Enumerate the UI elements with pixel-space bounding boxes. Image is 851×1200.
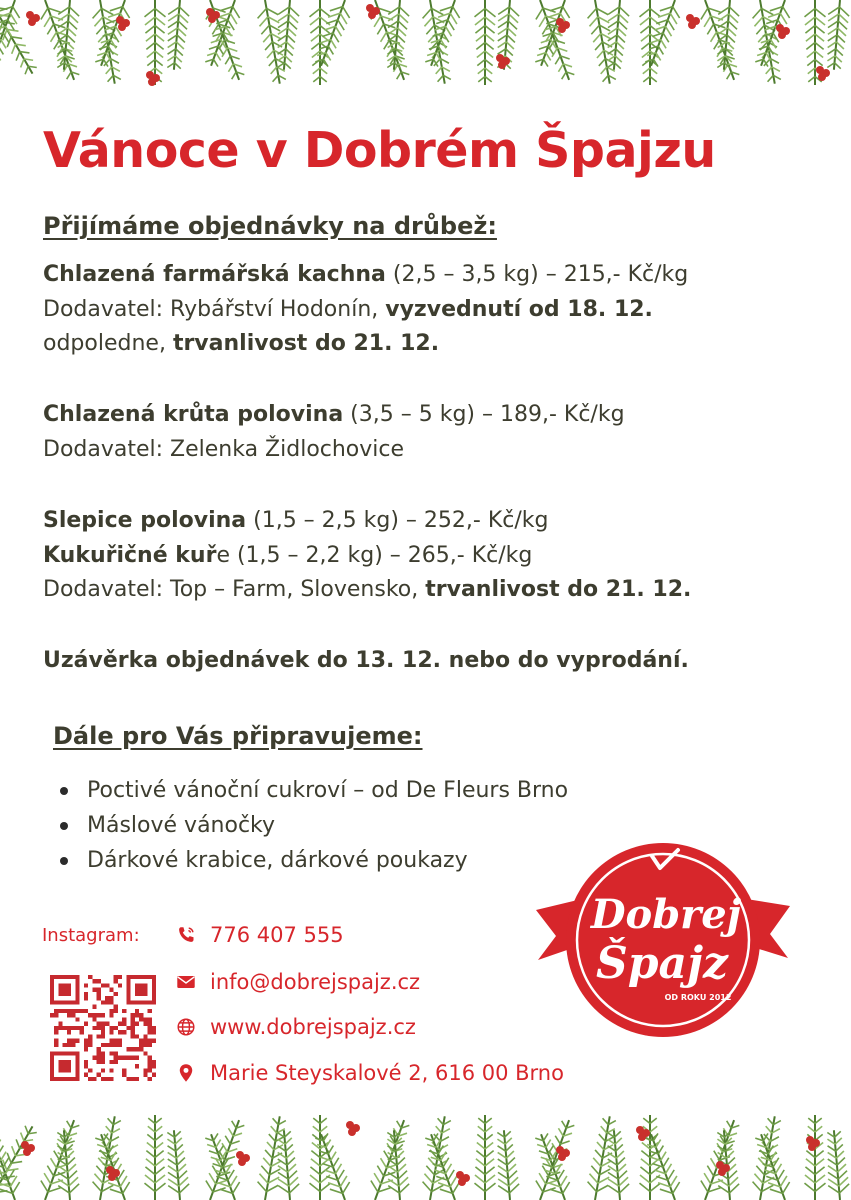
order-deadline [43, 644, 833, 679]
globe-icon [175, 1016, 197, 1038]
chicken-name-end: e [216, 542, 230, 568]
email-address: info@dobrejspajz.cz [210, 970, 421, 994]
duck-afternoon: odpoledne, [43, 331, 173, 356]
more-products-heading: Dále pro Vás připravujeme: [53, 722, 423, 750]
chicken-detail: (1,5 – 2,2 kg) – 265,- Kč/kg [229, 542, 533, 568]
logo-line1: Dobrej [590, 891, 742, 938]
chicken-supplier: Dodavatel: Top – Farm, Slovensko, [43, 577, 426, 602]
duck-supplier: Dodavatel: Rybářství Hodonín, [43, 296, 386, 322]
phone-icon [175, 924, 197, 946]
qr-code-icon[interactable] [50, 975, 156, 1081]
dobrej-spajz-logo [532, 840, 794, 1040]
website-link: www.dobrejspajz.cz [210, 1015, 416, 1039]
phone-row[interactable] [175, 920, 344, 950]
poultry-orders-heading: Přijímáme objednávky na drůbež: [43, 212, 497, 240]
duck-offer [43, 258, 833, 362]
turkey-supplier: Dodavatel: Zelenka Židlochovice [43, 436, 405, 462]
products-list [60, 773, 568, 878]
turkey-name: Chlazená krůta polovina [43, 402, 344, 427]
duck-pickup: vyzvednutí od 18. 12. [385, 296, 653, 322]
web-row[interactable] [175, 1012, 416, 1042]
street-address: Marie Steyskalové 2, 616 00 Brno [210, 1061, 564, 1085]
map-pin-icon [175, 1062, 197, 1084]
logo-tagline: OD ROKU 2012 [664, 993, 732, 1002]
hen-name: Slepice polovina [43, 508, 247, 533]
phone-number: 776 407 555 [210, 923, 344, 947]
address-row[interactable] [175, 1058, 564, 1088]
duck-detail: (2,5 – 3,5 kg) – 215,- Kč/kg [385, 262, 689, 287]
instagram-label: Instagram: [42, 925, 140, 946]
christmas-garland-top [0, 0, 851, 110]
envelope-icon [175, 971, 197, 993]
duck-name: Chlazená farmářská kachna [43, 262, 386, 287]
turkey-offer [43, 398, 833, 467]
list-item: Máslové vánočky [60, 808, 568, 843]
logo-line2: Špajz [596, 938, 728, 989]
chicken-shelf-life: trvanlivost do 21. 12. [425, 577, 692, 602]
duck-shelf-life: trvanlivost do 21. 12. [172, 331, 440, 356]
christmas-garland-bottom [0, 1095, 851, 1200]
deadline-text: Uzávěrka objednávek do 13. 12. nebo do vyprodání. [43, 648, 689, 673]
list-item: Poctivé vánoční cukroví – od De Fleurs Brno [60, 773, 568, 808]
hen-detail: (1,5 – 2,5 kg) – 252,- Kč/kg [246, 508, 549, 533]
email-row[interactable] [175, 967, 420, 997]
page-title: Vánoce v Dobrém Špajzu [43, 122, 716, 179]
turkey-detail: (3,5 – 5 kg) – 189,- Kč/kg [343, 402, 625, 427]
chicken-name: Kukuřičné kuř [43, 542, 217, 568]
list-item: Dárkové krabice, dárkové poukazy [60, 843, 568, 878]
hen-chicken-offer [43, 504, 833, 608]
